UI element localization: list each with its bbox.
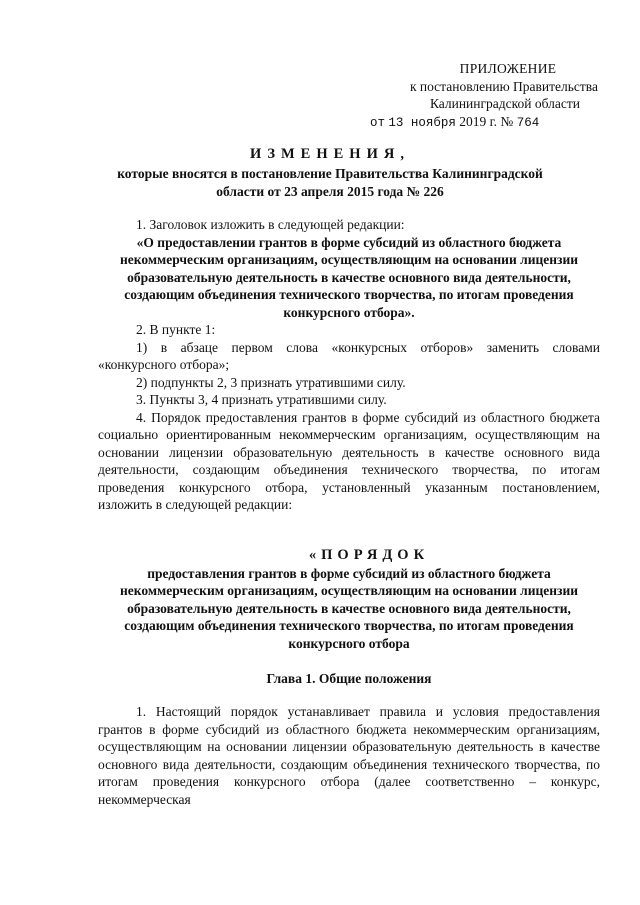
annex-line-2: к постановлению Правительства xyxy=(409,78,598,94)
annex-number: 764 xyxy=(516,115,540,130)
annex-title: ПРИЛОЖЕНИЕ xyxy=(459,61,557,76)
changes-title: ИЗМЕНЕНИЯ, xyxy=(250,146,410,162)
item-3: 3. Пункты 3, 4 признать утратившими силу. xyxy=(136,392,387,407)
chapter-body xyxy=(98,703,600,808)
annex-date-value: 13 ноября xyxy=(388,115,456,130)
annex-date-prefix: от xyxy=(370,115,386,130)
order-title: «ПОРЯДОК xyxy=(308,547,430,563)
order-subtitle: предоставления грантов в форме субсидий из областного бюджета некоммерческим организациям, осуществляющим на основании лицензии образовательную деятельность в качестве основного вида деятельности, создающим объединения технического творчества, по итогам проведения конкурсного отбора xyxy=(120,565,578,651)
chapter-paragraph-1: 1. Настоящий порядок устанавливает правила и условия предоставления грантов в форме субсидий из областного бюджета некоммерческим организациям, осуществляющим на основании лицензии образовательную деятельность в качестве основного вида деятельности, создающим объединения технического творчества, по итогам проведения конкурсного отбора (далее соответственно – конкурс, некоммерческая xyxy=(98,704,600,807)
changes-subtitle-line-1: которые вносятся в постановление Правительства Калининградской xyxy=(117,166,543,181)
item-2-sub-1: 1) в абзаце первом слова «конкурсных отборов» заменить словами «конкурсного отбора»; xyxy=(98,339,600,372)
changes-subtitle-line-2: области от 23 апреля 2015 года № 226 xyxy=(216,183,444,199)
item-2-sub-2: 2) подпункты 2, 3 признать утратившими силу. xyxy=(136,374,406,390)
chapter-title: Глава 1. Общие положения xyxy=(266,671,432,686)
annex-line-3: Калининградской области xyxy=(429,96,580,111)
item-1-new-title: «О предоставлении грантов в форме субсидий из областного бюджета некоммерческим организациям, осуществляющим на основании лицензии образовательную деятельность в качестве основного вида деятельности, создающим объединения технического творчества, по итогам проведения конкурсного отбора». xyxy=(120,234,578,320)
item-2: 2. В пункте 1: xyxy=(136,322,216,337)
changes-subtitle xyxy=(60,165,600,200)
amendments-body xyxy=(98,216,600,514)
annex-block xyxy=(358,60,598,132)
order-heading xyxy=(98,547,600,652)
annex-date-line xyxy=(370,113,598,133)
annex-year: 2019 г. № xyxy=(459,113,514,129)
item-1: 1. Заголовок изложить в следующей редакции: xyxy=(136,217,405,232)
item-4: 4. Порядок предоставления грантов в форме субсидий из областного бюджета социально ориентированным некоммерческим организациям, осуществляющим на основании лицензии образовательную деятельность в качестве основного вида деятельности, создающим объединения технического творчества, по итогам проведения конкурсного отбора, установленный указанным постановлением, изложить в следующей редакции: xyxy=(98,409,600,512)
